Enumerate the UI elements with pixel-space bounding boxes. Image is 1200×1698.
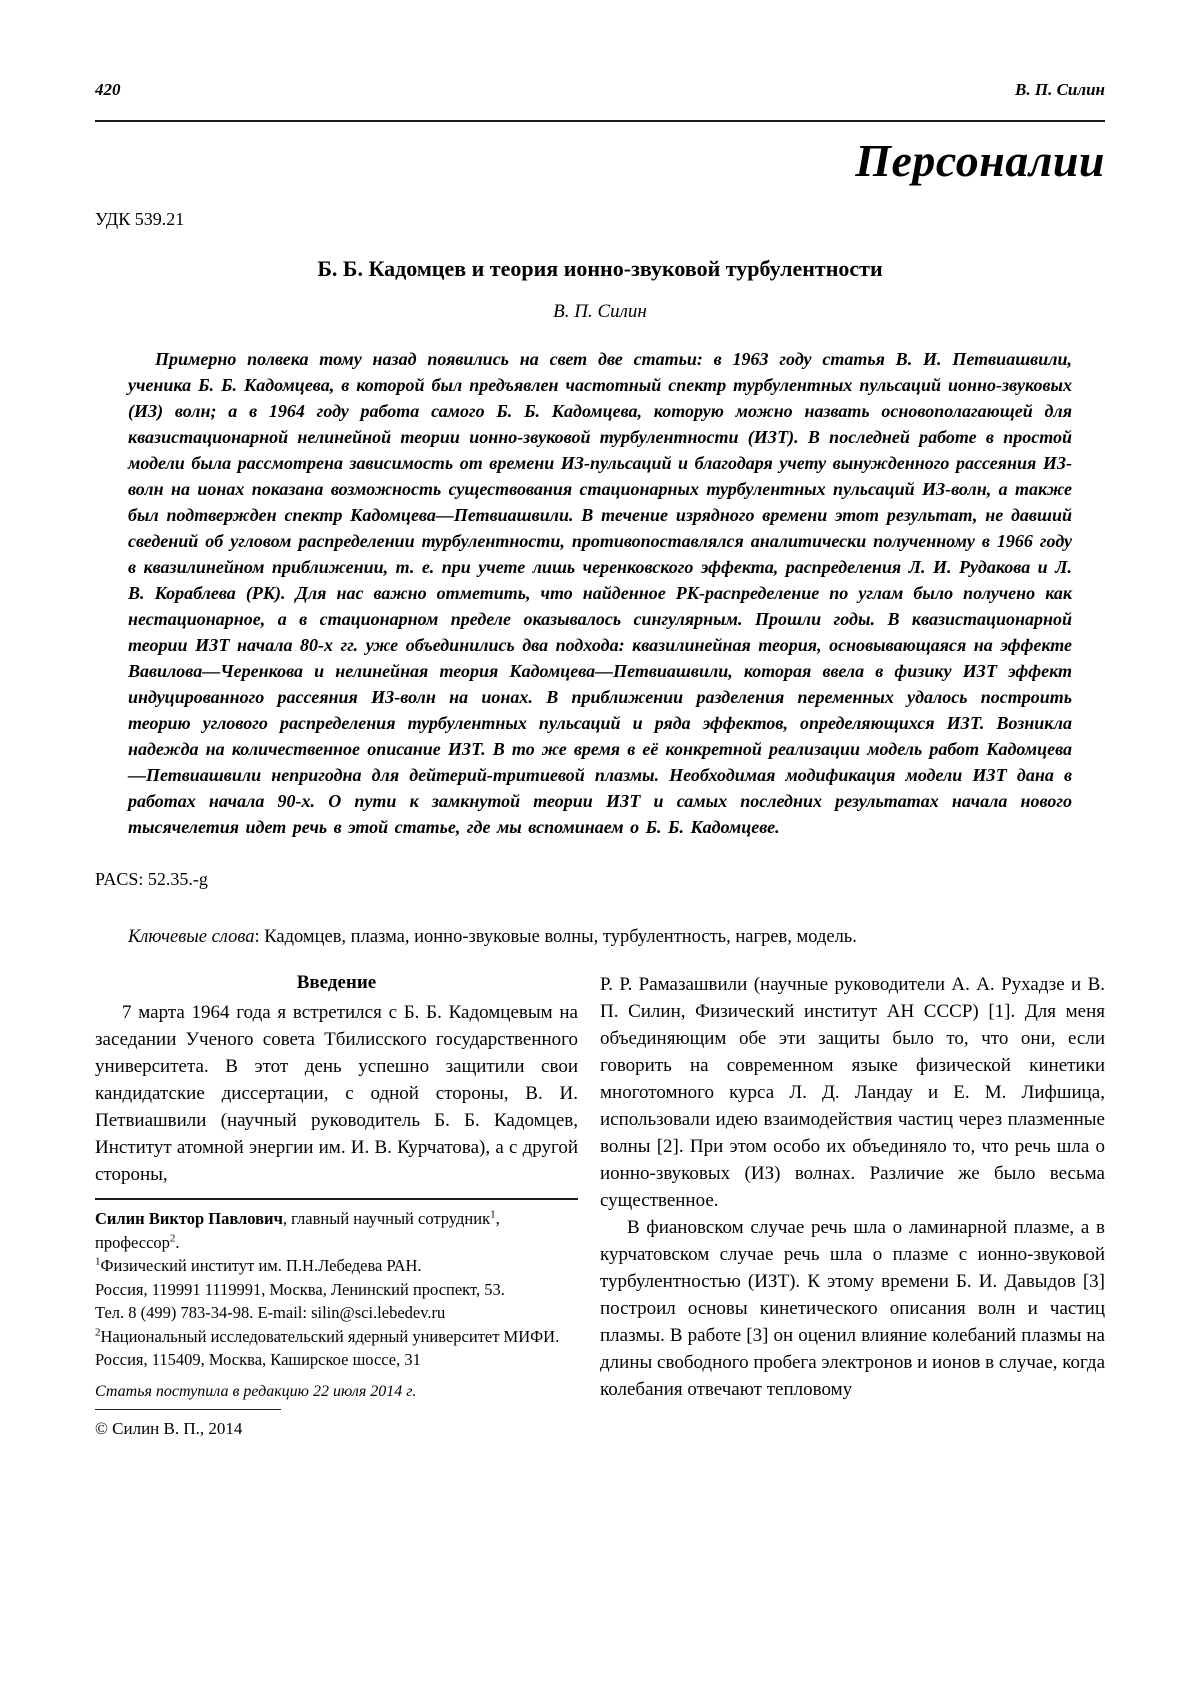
rubric-label: Персоналии [855, 135, 1105, 186]
affiliation-1-marker: 1 [95, 1255, 101, 1268]
introduction-heading: Введение [296, 972, 377, 993]
copyright-line: © Силин В. П., 2014 [95, 1418, 243, 1438]
header-rule [95, 120, 1105, 122]
affiliation-1-address: Россия, 119991 1119991, Москва, Ленинский проспект, 53. [95, 1279, 505, 1299]
footnote-author-name: Силин Виктор Павлович [95, 1209, 283, 1228]
affiliation-2-name: $^2$Национальный исследовательский ядерный университет МИФИ. [95, 1326, 560, 1346]
running-author: В. П. Силин [1015, 80, 1105, 99]
received-date-line: Статья поступила в редакцию 22 июля 2014 г. [95, 1382, 417, 1400]
running-head [95, 80, 1105, 100]
abstract-text: Примерно полвека тому назад появились на свет две статьи: в 1963 году статья В. И. Петвиашвили, ученика Б. Б. Кадомцева, в которой был предъявлен частотный спектр турбулентных пульсаций ионно-звуковых (ИЗ) волн; а в 1964 году работа самого Б. Б. Кадомцева, которую можно назвать основополагающей для квазистационарной нелинейной теории ионно-звуковой турбулентности (ИЗТ). В последней работе в простой модели была рассмотрена зависимость от времени ИЗ-пульсаций и благодаря учету вынужденного рассеяния ИЗ-волн на ионах показана возможность существования стационарных турбулентных пульсаций ИЗ-волн, а также был подтвержден спектр Кадомцева—Петвиашвили. В течение изрядного времени этот результат, не давший сведений об угловом распределении турбулентности, противопоставлялся аналитически полученному в 1966 году в квазилинейном приближении, т. е. при учете лишь черенковского эффекта, распределения Л. И. Рудакова и Л. В. Кораблева (РК). Для нас важно отметить, что найденное РК-распределение по углам было получено как нестационарное, а в стационарном пределе оказывалось сингулярным. Прошли годы. В квазистационарной теории ИЗТ начала 80-х гг. уже объединились два подхода: квазилинейная теория, основывающаяся на эффекте Вавилова—Черенкова и нелинейная теория Кадомцева—Петвиашвили, которая ввела в физику ИЗТ эффект индуцированного рассеяния ИЗ-волн на ионах. В приближении разделения переменных удалось построить теорию углового распределения турбулентных пульсаций и ряда эффектов, определяющихся ИЗТ. Возникла надежда на количественное описание ИЗТ. В то же время в её конкретной реализации модель работ Кадомцева—Петвиашвили непригодна для дейтерий-тритиевой плазмы. Необходимая модификация модели ИЗТ дана в работах начала 90-х. О пути к замкнутой теории ИЗТ и самых последних результатах начала нового тысячелетия идет речь в этой статье, где мы вспоминаем о Б. Б. Кадомцеве. [128, 349, 1072, 837]
affiliation-1-name: $^1$Физический институт им. П.Н.Лебедева РАН. [95, 1255, 422, 1275]
affiliation-1-marker: 1 [490, 1208, 496, 1221]
body-paragraph: Р. Р. Рамазашвили (научные руководители А. А. Рухадзе и В. П. Силин, Физический институт АН СССР) [1]. Для меня объединяющим обе эти защиты было то, что они, если говорить на современном языке физической кинетики многотомного курса Л. Д. Ландау и Е. М. Лифшица, использовали идею взаимодействия частиц через плазменные волны [2]. При этом особо их объединяло то, что речь шла о ионно-звуковых (ИЗ) волнах. Различие же было весьма существенное. [600, 974, 1105, 1211]
copyright-rule [95, 1409, 281, 1410]
article-author: В. П. Силин [553, 301, 647, 322]
footnote-author-line: Силин Виктор Павлович, главный научный сотрудник$^1$, профессор$^2$. [95, 1208, 500, 1252]
pacs-line: PACS: 52.35.-g [95, 869, 208, 889]
page-number: 420 [95, 80, 121, 99]
article-title: Б. Б. Кадомцев и теория ионно-звуковой турбулентности [317, 256, 883, 281]
keywords-list: : Кадомцев, плазма, ионно-звуковые волны, турбулентность, нагрев, модель. [254, 927, 857, 947]
author-footnote [95, 1198, 578, 1372]
affiliation-1-contacts: Тел. 8 (499) 783-34-98. E-mail: silin@sci.lebedev.ru [95, 1303, 446, 1322]
keywords-label: Ключевые слова [128, 927, 255, 947]
keywords-line [128, 926, 1072, 949]
right-column [600, 971, 1105, 1439]
affiliation-2-marker: 2 [169, 1232, 176, 1244]
udc-code: УДК 539.21 [95, 209, 185, 229]
affiliation-2-marker: 2 [95, 1326, 101, 1338]
introduction-paragraph: 7 марта 1964 года я встретился с Б. Б. Кадомцевым на заседании Ученого совета Тбилисского государственного университета. В этот день успешно защитили свои кандидатские диссертации, с одной стороны, В. И. Петвиашвили (научный руководитель Б. Б. Кадомцев, Институт атомной энергии им. И. В. Курчатова), а с другой стороны, [95, 1002, 578, 1185]
affiliation-2-address: Россия, 115409, Москва, Каширское шоссе, 31 [95, 1350, 421, 1369]
body-paragraph: В фиановском случае речь шла о ламинарной плазме, а в курчатовском случае речь шла о плазме с ионно-звуковой турбулентностью (ИЗТ). К этому времени Б. И. Давыдов [3] построил основы кинетического описания волн и частиц плазмы. В работе [3] он оценил влияние колебаний плазмы на длины свободного пробега электронов и ионов в случае, когда колебания отвечают тепловому [600, 1217, 1105, 1400]
left-column [95, 971, 578, 1439]
two-column-body [95, 971, 1105, 1439]
